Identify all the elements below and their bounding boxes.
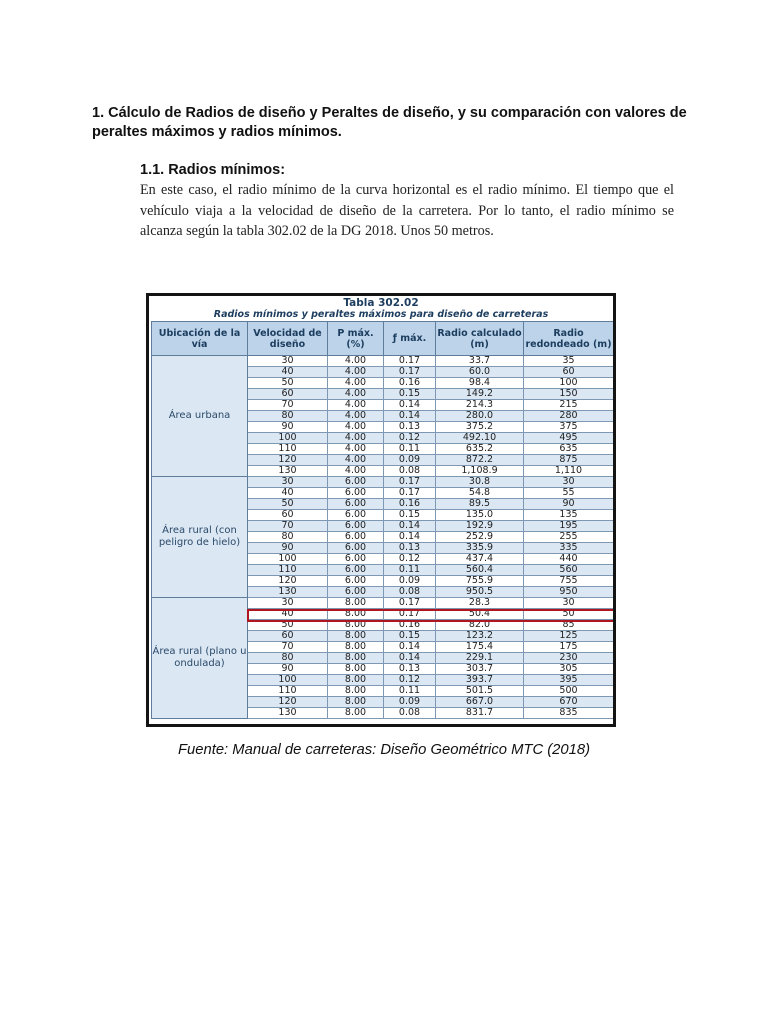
- radio-calculado-cell: 50.4: [436, 609, 524, 620]
- velocidad-cell: 40: [248, 488, 328, 499]
- friccion-cell: 0.11: [384, 686, 436, 697]
- peralte-cell: 4.00: [328, 444, 384, 455]
- radio-redondeado-cell: 230: [524, 653, 614, 664]
- peralte-cell: 6.00: [328, 510, 384, 521]
- friccion-cell: 0.16: [384, 499, 436, 510]
- velocidad-cell: 40: [248, 609, 328, 620]
- header-velocidad: Velocidad de diseño: [248, 322, 328, 356]
- peralte-cell: 4.00: [328, 367, 384, 378]
- figure-caption: Fuente: Manual de carreteras: Diseño Geométrico MTC (2018): [177, 742, 591, 758]
- radio-calculado-cell: 1,108.9: [436, 466, 524, 477]
- friccion-cell: 0.15: [384, 510, 436, 521]
- radio-calculado-cell: 229.1: [436, 653, 524, 664]
- location-cell: Área urbana: [152, 356, 248, 477]
- radio-redondeado-cell: 85: [524, 620, 614, 631]
- friccion-cell: 0.16: [384, 378, 436, 389]
- friccion-cell: 0.17: [384, 488, 436, 499]
- friccion-cell: 0.14: [384, 400, 436, 411]
- radio-calculado-cell: 560.4: [436, 565, 524, 576]
- velocidad-cell: 100: [248, 433, 328, 444]
- peralte-cell: 8.00: [328, 697, 384, 708]
- table-row: [152, 598, 614, 609]
- radio-calculado-cell: 82.0: [436, 620, 524, 631]
- peralte-cell: 6.00: [328, 587, 384, 598]
- location-cell: Área rural (plano u ondulada): [152, 598, 248, 719]
- velocidad-cell: 40: [248, 367, 328, 378]
- velocidad-cell: 30: [248, 598, 328, 609]
- radio-redondeado-cell: 195: [524, 521, 614, 532]
- radio-redondeado-cell: 560: [524, 565, 614, 576]
- friccion-cell: 0.08: [384, 587, 436, 598]
- radio-redondeado-cell: 755: [524, 576, 614, 587]
- radio-redondeado-cell: 1,110: [524, 466, 614, 477]
- friccion-cell: 0.15: [384, 631, 436, 642]
- velocidad-cell: 70: [248, 642, 328, 653]
- radio-redondeado-cell: 670: [524, 697, 614, 708]
- peralte-cell: 4.00: [328, 466, 384, 477]
- location-cell: Área rural (con peligro de hielo): [152, 477, 248, 598]
- peralte-cell: 8.00: [328, 631, 384, 642]
- velocidad-cell: 130: [248, 587, 328, 598]
- peralte-cell: 4.00: [328, 356, 384, 367]
- velocidad-cell: 70: [248, 400, 328, 411]
- velocidad-cell: 70: [248, 521, 328, 532]
- radio-calculado-cell: 950.5: [436, 587, 524, 598]
- peralte-cell: 8.00: [328, 609, 384, 620]
- friccion-cell: 0.13: [384, 543, 436, 554]
- radio-calculado-cell: 501.5: [436, 686, 524, 697]
- table-image: [146, 293, 616, 727]
- radio-calculado-cell: 831.7: [436, 708, 524, 719]
- peralte-cell: 4.00: [328, 400, 384, 411]
- radio-redondeado-cell: 875: [524, 455, 614, 466]
- friccion-cell: 0.17: [384, 609, 436, 620]
- radio-calculado-cell: 33.7: [436, 356, 524, 367]
- peralte-cell: 4.00: [328, 389, 384, 400]
- friccion-cell: 0.09: [384, 697, 436, 708]
- radio-calculado-cell: 667.0: [436, 697, 524, 708]
- peralte-cell: 6.00: [328, 543, 384, 554]
- section-heading: 1. Cálculo de Radios de diseño y Peraltes de diseño, y su comparación con valores de peraltes máximos y radios mínimos.: [92, 105, 687, 140]
- friccion-cell: 0.11: [384, 444, 436, 455]
- radio-calculado-cell: 635.2: [436, 444, 524, 455]
- table-row: [152, 356, 614, 367]
- friccion-cell: 0.14: [384, 653, 436, 664]
- radio-redondeado-cell: 500: [524, 686, 614, 697]
- radio-calculado-cell: 437.4: [436, 554, 524, 565]
- radio-redondeado-cell: 635: [524, 444, 614, 455]
- radio-redondeado-cell: 395: [524, 675, 614, 686]
- radio-calculado-cell: 149.2: [436, 389, 524, 400]
- friccion-cell: 0.08: [384, 466, 436, 477]
- table-body: [152, 356, 614, 719]
- radio-redondeado-cell: 175: [524, 642, 614, 653]
- radio-redondeado-cell: 215: [524, 400, 614, 411]
- friccion-cell: 0.14: [384, 642, 436, 653]
- peralte-cell: 8.00: [328, 675, 384, 686]
- friccion-cell: 0.09: [384, 576, 436, 587]
- peralte-cell: 6.00: [328, 565, 384, 576]
- velocidad-cell: 50: [248, 620, 328, 631]
- velocidad-cell: 100: [248, 675, 328, 686]
- table-subtitle: Radios mínimos y peraltes máximos para diseño de carreteras: [213, 309, 549, 320]
- friccion-cell: 0.13: [384, 664, 436, 675]
- friccion-cell: 0.08: [384, 708, 436, 719]
- header-friccion: ƒ máx.: [384, 322, 436, 356]
- velocidad-cell: 30: [248, 477, 328, 488]
- velocidad-cell: 120: [248, 455, 328, 466]
- radio-calculado-cell: 28.3: [436, 598, 524, 609]
- radio-calculado-cell: 252.9: [436, 532, 524, 543]
- peralte-cell: 4.00: [328, 378, 384, 389]
- peralte-cell: 6.00: [328, 488, 384, 499]
- friccion-cell: 0.14: [384, 411, 436, 422]
- radio-redondeado-cell: 835: [524, 708, 614, 719]
- header-radio-calculado: Radio calculado (m): [436, 322, 524, 356]
- radio-redondeado-cell: 50: [524, 609, 614, 620]
- velocidad-cell: 90: [248, 664, 328, 675]
- radio-calculado-cell: 135.0: [436, 510, 524, 521]
- velocidad-cell: 120: [248, 697, 328, 708]
- radio-calculado-cell: 280.0: [436, 411, 524, 422]
- friccion-cell: 0.17: [384, 477, 436, 488]
- radio-redondeado-cell: 55: [524, 488, 614, 499]
- peralte-cell: 6.00: [328, 477, 384, 488]
- peralte-cell: 6.00: [328, 576, 384, 587]
- radio-calculado-cell: 393.7: [436, 675, 524, 686]
- velocidad-cell: 100: [248, 554, 328, 565]
- peralte-cell: 8.00: [328, 642, 384, 653]
- friccion-cell: 0.09: [384, 455, 436, 466]
- velocidad-cell: 90: [248, 422, 328, 433]
- friccion-cell: 0.12: [384, 675, 436, 686]
- peralte-cell: 6.00: [328, 499, 384, 510]
- radio-calculado-cell: 54.8: [436, 488, 524, 499]
- friccion-cell: 0.14: [384, 532, 436, 543]
- radio-calculado-cell: 492.10: [436, 433, 524, 444]
- friccion-cell: 0.17: [384, 598, 436, 609]
- friccion-cell: 0.15: [384, 389, 436, 400]
- table-header-row: [152, 322, 614, 356]
- radio-calculado-cell: 214.3: [436, 400, 524, 411]
- radio-redondeado-cell: 950: [524, 587, 614, 598]
- peralte-cell: 8.00: [328, 598, 384, 609]
- velocidad-cell: 50: [248, 378, 328, 389]
- header-ubicacion: Ubicación de la vía: [152, 322, 248, 356]
- radio-calculado-cell: 89.5: [436, 499, 524, 510]
- radio-redondeado-cell: 375: [524, 422, 614, 433]
- velocidad-cell: 110: [248, 565, 328, 576]
- radio-redondeado-cell: 35: [524, 356, 614, 367]
- friccion-cell: 0.13: [384, 422, 436, 433]
- radio-redondeado-cell: 280: [524, 411, 614, 422]
- radio-redondeado-cell: 60: [524, 367, 614, 378]
- velocidad-cell: 110: [248, 444, 328, 455]
- peralte-cell: 8.00: [328, 653, 384, 664]
- velocidad-cell: 80: [248, 532, 328, 543]
- radio-redondeado-cell: 335: [524, 543, 614, 554]
- friccion-cell: 0.17: [384, 367, 436, 378]
- velocidad-cell: 120: [248, 576, 328, 587]
- radio-calculado-cell: 872.2: [436, 455, 524, 466]
- velocidad-cell: 80: [248, 411, 328, 422]
- radio-calculado-cell: 30.8: [436, 477, 524, 488]
- friccion-cell: 0.11: [384, 565, 436, 576]
- radio-calculado-cell: 60.0: [436, 367, 524, 378]
- friccion-cell: 0.17: [384, 356, 436, 367]
- velocidad-cell: 50: [248, 499, 328, 510]
- radio-calculado-cell: 192.9: [436, 521, 524, 532]
- velocidad-cell: 110: [248, 686, 328, 697]
- radio-redondeado-cell: 90: [524, 499, 614, 510]
- radio-redondeado-cell: 150: [524, 389, 614, 400]
- peralte-cell: 6.00: [328, 532, 384, 543]
- velocidad-cell: 60: [248, 389, 328, 400]
- peralte-cell: 8.00: [328, 620, 384, 631]
- radio-redondeado-cell: 30: [524, 477, 614, 488]
- radio-calculado-cell: 303.7: [436, 664, 524, 675]
- peralte-cell: 4.00: [328, 422, 384, 433]
- velocidad-cell: 130: [248, 466, 328, 477]
- velocidad-cell: 80: [248, 653, 328, 664]
- velocidad-cell: 90: [248, 543, 328, 554]
- friccion-cell: 0.14: [384, 521, 436, 532]
- radio-calculado-cell: 335.9: [436, 543, 524, 554]
- velocidad-cell: 60: [248, 631, 328, 642]
- radio-redondeado-cell: 440: [524, 554, 614, 565]
- table-title: Tabla 302.02: [343, 297, 419, 309]
- radio-calculado-cell: 755.9: [436, 576, 524, 587]
- radio-calculado-cell: 375.2: [436, 422, 524, 433]
- velocidad-cell: 30: [248, 356, 328, 367]
- header-radio-redondeado: Radio redondeado (m): [524, 322, 614, 356]
- radio-redondeado-cell: 125: [524, 631, 614, 642]
- peralte-cell: 8.00: [328, 686, 384, 697]
- peralte-cell: 6.00: [328, 521, 384, 532]
- peralte-cell: 4.00: [328, 455, 384, 466]
- peralte-cell: 4.00: [328, 433, 384, 444]
- velocidad-cell: 130: [248, 708, 328, 719]
- radio-calculado-cell: 123.2: [436, 631, 524, 642]
- peralte-cell: 8.00: [328, 664, 384, 675]
- peralte-cell: 8.00: [328, 708, 384, 719]
- radio-calculado-cell: 98.4: [436, 378, 524, 389]
- radio-redondeado-cell: 100: [524, 378, 614, 389]
- peralte-cell: 4.00: [328, 411, 384, 422]
- friccion-cell: 0.12: [384, 554, 436, 565]
- table-row: [152, 477, 614, 488]
- radio-calculado-cell: 175.4: [436, 642, 524, 653]
- peralte-cell: 6.00: [328, 554, 384, 565]
- radio-redondeado-cell: 255: [524, 532, 614, 543]
- radio-redondeado-cell: 30: [524, 598, 614, 609]
- radios-table: [151, 321, 614, 719]
- subsection-heading: 1.1. Radios mínimos:: [140, 162, 286, 178]
- radio-redondeado-cell: 135: [524, 510, 614, 521]
- friccion-cell: 0.12: [384, 433, 436, 444]
- friccion-cell: 0.16: [384, 620, 436, 631]
- radio-redondeado-cell: 495: [524, 433, 614, 444]
- header-peralte: P máx. (%): [328, 322, 384, 356]
- radio-redondeado-cell: 305: [524, 664, 614, 675]
- body-paragraph: En este caso, el radio mínimo de la curva horizontal es el radio mínimo. El tiempo que el vehículo viaja a la velocidad de diseño de la carretera. Por lo tanto, el radio mínimo se alcanza según la tabla 302.02 de la DG 2018. Unos 50 metros.: [140, 182, 674, 239]
- velocidad-cell: 60: [248, 510, 328, 521]
